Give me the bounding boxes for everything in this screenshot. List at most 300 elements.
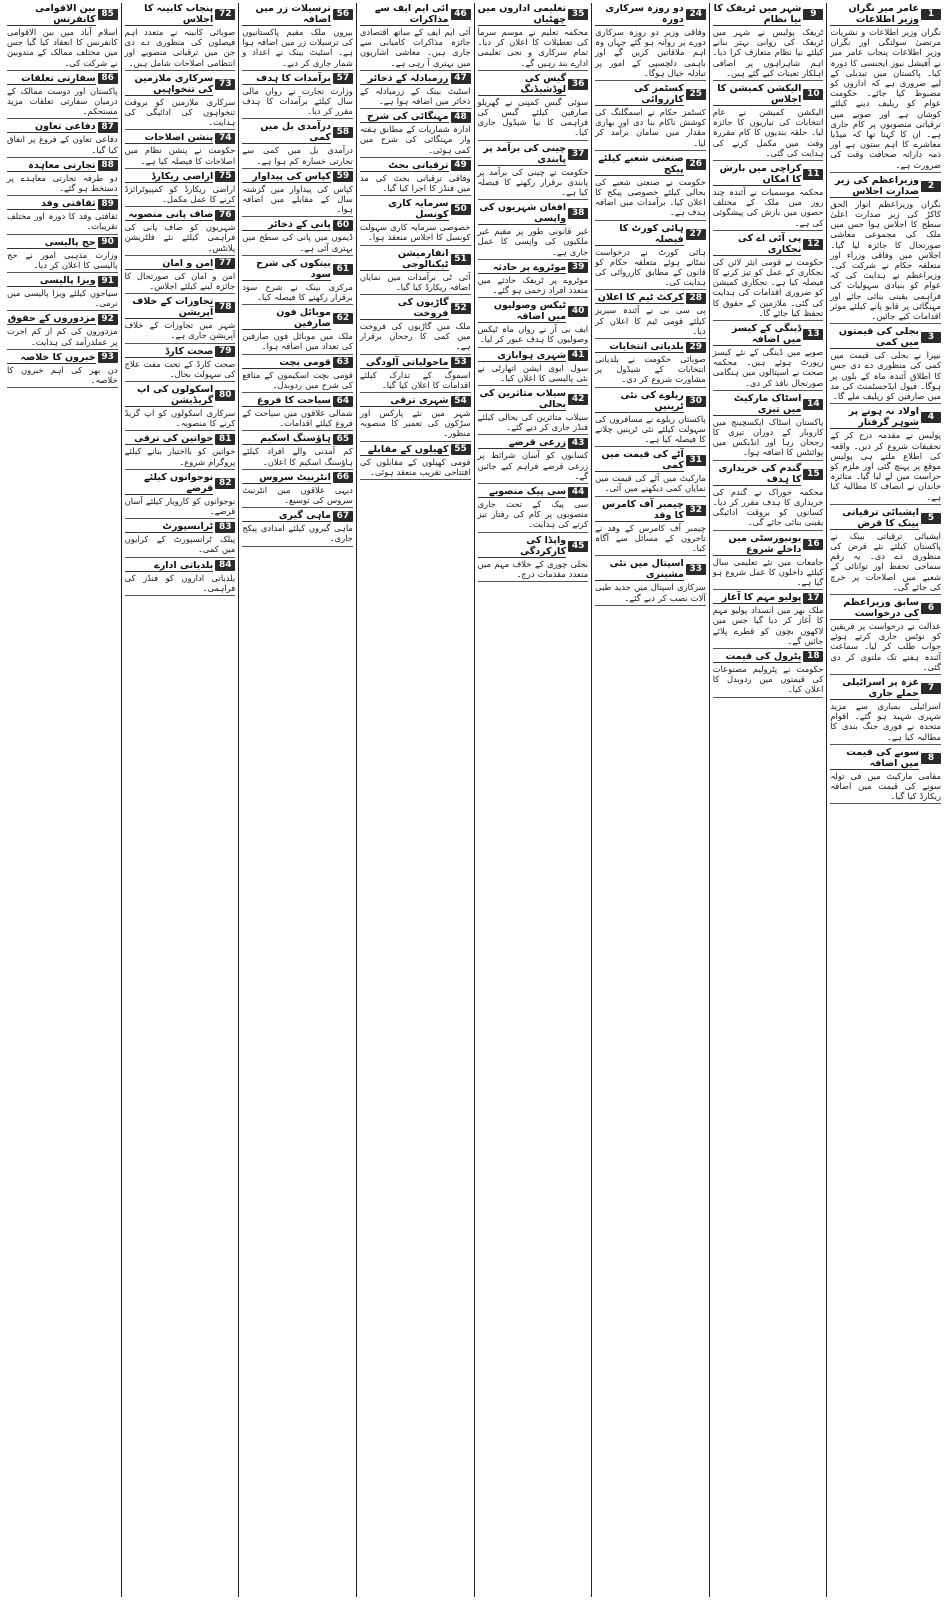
- divider: [713, 320, 824, 321]
- item-number-badge: 57: [333, 73, 353, 84]
- news-item-header: [125, 296, 236, 319]
- news-item-header: [125, 472, 236, 495]
- article-body: سیاحوں کیلئے ویزا پالیسی میں نرمی۔: [7, 288, 118, 309]
- headline: سفارتی تعلقات: [7, 73, 96, 85]
- divider: [595, 605, 706, 606]
- headline: انٹرنیٹ سروس: [242, 472, 331, 484]
- divider: [7, 310, 118, 311]
- item-number-badge: 75: [215, 171, 235, 182]
- news-item-header: [242, 171, 353, 183]
- headline: درآمدی بل میں کمی: [242, 121, 331, 144]
- news-item-header: [713, 533, 824, 556]
- news-item: [242, 395, 353, 428]
- article-body: حکومت نے چینی کی برآمد پر پابندی برقرار رکھنے کا فیصلہ کیا ہے۔: [477, 166, 589, 198]
- headline: خواتین کی ترقی: [125, 433, 214, 445]
- item-number-badge: 62: [333, 313, 353, 324]
- news-item: [713, 592, 824, 646]
- news-item-header: [125, 209, 236, 221]
- headline: نوجوانوں کیلئے قرضے: [125, 472, 214, 495]
- item-number-badge: 39: [568, 262, 588, 273]
- divider: [7, 387, 118, 388]
- headline: وزیراعظم کی زیر صدارت اجلاس: [830, 175, 919, 198]
- news-column-4: [474, 3, 592, 1597]
- headline: گندم کی خریداری کا ہدف: [713, 463, 802, 486]
- news-item-header: [360, 3, 471, 26]
- item-number-badge: 50: [451, 204, 471, 215]
- divider: [125, 293, 236, 294]
- news-item: [125, 73, 236, 128]
- headline: ترقیاتی بجٹ: [360, 160, 449, 172]
- article-body: ایف بی آر نے رواں ماہ ٹیکس وصولیوں کا ہدف عبور کر لیا۔: [477, 324, 589, 345]
- article-body: وفاقی ترقیاتی بجٹ کی مد میں فنڈز کا اجرا کیا گیا۔: [359, 172, 471, 194]
- news-item-header: [595, 390, 706, 413]
- item-number-badge: 18: [803, 651, 823, 662]
- item-number-badge: 16: [803, 539, 823, 550]
- divider: [595, 80, 706, 81]
- divider: [360, 441, 471, 442]
- item-number-badge: 38: [568, 208, 588, 219]
- article-body: صوبے میں ڈینگی کے نئے کیسز رپورٹ ہوئے ہیں۔ محکمہ صحت نے اسپتالوں میں ہنگامی صورتحال نافذ کر دی۔: [712, 347, 824, 388]
- headline: بلدیاتی انتخابات: [595, 341, 684, 353]
- item-number-badge: 78: [215, 302, 235, 313]
- divider: [713, 589, 824, 590]
- divider: [242, 168, 353, 169]
- headline: سونے کی قیمت میں اضافہ: [830, 747, 919, 770]
- headline: پانی کے ذخائر: [242, 219, 331, 231]
- news-item-header: [713, 3, 824, 26]
- headline: عامر میر نگران وزیر اطلاعات: [830, 3, 919, 26]
- news-item: [478, 388, 589, 432]
- news-item: [125, 560, 236, 593]
- news-item-header: [360, 198, 471, 221]
- item-number-badge: 30: [686, 396, 706, 407]
- article-body: سیلاب متاثرین کی بحالی کیلئے فنڈز جاری کر دیے گئے۔: [477, 412, 589, 433]
- article-body: نگران وزیر اطلاعات و نشریات مرتضیٰ سولنگی اور نگران وزیر اطلاعات پنجاب عامر میر نے آفیشل نیوز ایجنسی کا دورہ کیا۔ پاکستان میں تبدیلی کے لیے ضروری ہے کہ اداروں کو مضبوط کیا جائے۔ حکومت عوام کو ریلیف دینے کیلئے کوشاں ہے اور صوبے میں ترقیاتی منصوبوں پر کام جاری ہے۔ ان کا کہنا تھا کہ میڈیا معاشرے کا اہم ستون ہے اور ذمہ دارانہ صحافت وقت کی ضرورت ہے۔: [830, 27, 941, 170]
- news-item: [125, 258, 236, 291]
- item-number-badge: 1: [921, 9, 941, 20]
- item-number-badge: 60: [333, 220, 353, 231]
- news-item: [125, 132, 236, 165]
- news-item: [7, 160, 118, 193]
- divider: [478, 483, 589, 484]
- article-body: دو طرفہ تجارتی معاہدے پر دستخط ہو گئے۔: [7, 172, 118, 194]
- headline: حج پالیسی: [7, 237, 96, 249]
- article-body: آئی ایم ایف کے ساتھ اقتصادی جائزہ مذاکرات کامیابی سے جاری ہیں۔ معاشی اشاریوں میں بہتری آ رہی ہے۔: [359, 27, 471, 68]
- news-item: [595, 499, 706, 554]
- item-number-badge: 25: [686, 89, 706, 100]
- item-number-badge: 29: [686, 342, 706, 353]
- news-item: [242, 258, 353, 302]
- headline: موٹروے پر حادثہ: [478, 262, 567, 274]
- news-item: [713, 651, 824, 695]
- item-number-badge: 79: [215, 346, 235, 357]
- headline: مزدوروں کے حقوق: [7, 313, 96, 325]
- divider: [595, 446, 706, 447]
- article-body: بیرون ملک مقیم پاکستانیوں کی ترسیلات زر میں اضافہ ہوا ہے۔ اسٹیٹ بینک نے اعداد و شمار جاری کر دیے۔: [242, 27, 353, 68]
- article-body: مارکیٹ میں آٹے کی قیمت میں نمایاں کمی دیکھنے میں آئی۔: [595, 473, 706, 494]
- news-item-header: [125, 346, 236, 358]
- headline: بین الاقوامی کانفرنس: [7, 3, 96, 26]
- divider: [7, 118, 118, 119]
- headline: شہری ہوابازی: [478, 350, 567, 362]
- article-body: چیمبر آف کامرس کے وفد نے تاجروں کے مسائل سے آگاہ کیا۔: [595, 522, 706, 554]
- news-item-header: [830, 747, 941, 770]
- news-item-header: [242, 121, 353, 144]
- headline: اسپتال میں نئی مشینری: [595, 558, 684, 581]
- news-item: [125, 209, 236, 253]
- news-item-header: [478, 3, 589, 26]
- divider: [713, 390, 824, 391]
- headline: بینکوں کی شرح سود: [242, 258, 331, 281]
- divider: [595, 496, 706, 497]
- item-number-badge: 73: [215, 79, 235, 90]
- divider: [242, 216, 353, 217]
- item-number-badge: 84: [215, 560, 235, 571]
- item-number-badge: 36: [568, 79, 588, 90]
- news-column-5: [356, 3, 474, 1597]
- news-item-header: [242, 433, 353, 445]
- headline: کسٹمز کی کارروائی: [595, 83, 684, 106]
- article-body: سوئی گیس کمپنی نے گھریلو صارفین کیلئے گیس کی فراہمی کا نیا شیڈول جاری کیا۔: [477, 96, 589, 138]
- divider: [125, 518, 236, 519]
- item-number-badge: 82: [215, 478, 235, 489]
- news-item: [830, 175, 941, 321]
- news-item-header: [830, 175, 941, 198]
- article-body: وفاقی وزیر دو روزہ سرکاری دورے پر روانہ ہو گئے جہاں وہ اہم ملاقاتیں کریں گے اور باہمی دلچسپی کے امور پر تبادلہ خیال ہوگا۔: [595, 27, 706, 78]
- news-item: [242, 121, 353, 165]
- news-item: [242, 472, 353, 505]
- news-item-header: [830, 507, 941, 530]
- article-body: سول ایوی ایشن اتھارٹی نے نئی پالیسی کا اعلان کیا۔: [477, 362, 589, 383]
- news-item: [7, 352, 118, 385]
- divider: [242, 354, 353, 355]
- divider: [830, 674, 941, 675]
- article-body: کسٹمز حکام نے اسمگلنگ کی کوشش ناکام بنا دی اور بھاری مقدار میں سامان برآمد کر لیا۔: [595, 107, 706, 148]
- news-item-header: [478, 300, 589, 323]
- news-item: [478, 300, 589, 344]
- divider: [242, 70, 353, 71]
- divider: [713, 160, 824, 161]
- article-body: ٹریفک پولیس نے شہر میں ٹریفک کی روانی بہتر بنانے کیلئے نیا نظام متعارف کرا دیا۔ اہم شاہراہوں پر اضافی اہلکار تعینات کیے گئے ہیں۔: [712, 27, 824, 78]
- divider: [478, 70, 589, 71]
- article-body: کسانوں کو آسان شرائط پر زرعی قرضے فراہم کیے جائیں گے۔: [477, 450, 589, 481]
- news-item: [360, 160, 471, 193]
- divider: [360, 392, 471, 393]
- divider: [360, 157, 471, 158]
- headline: گیس کی لوڈشیڈنگ: [478, 73, 567, 96]
- news-item: [7, 73, 118, 117]
- news-item: [713, 3, 824, 78]
- headline: کرکٹ ٹیم کا اعلان: [595, 292, 684, 304]
- divider: [595, 289, 706, 290]
- article-body: ملک میں موبائل فون صارفین کی تعداد میں اضافہ ہوا۔: [242, 331, 353, 352]
- article-body: سرکاری اسکولوں کو اپ گریڈ کرنے کا منصوبہ۔: [124, 408, 236, 429]
- article-body: پاکستان اور دوست ممالک کے درمیان سفارتی تعلقات مزید مستحکم۔: [7, 85, 118, 117]
- divider: [242, 430, 353, 431]
- article-body: وزارت تجارت نے رواں مالی سال کیلئے برآمدات کا ہدف مقرر کر دیا۔: [242, 85, 353, 117]
- news-item-header: [478, 535, 589, 558]
- news-item-header: [713, 233, 824, 256]
- divider: [713, 697, 824, 698]
- news-item: [713, 533, 824, 588]
- news-item-header: [360, 395, 471, 407]
- item-number-badge: 67: [333, 511, 353, 522]
- article-body: قومی کھیلوں کے مقابلوں کی افتتاحی تقریب منعقد ہوئی۔: [359, 456, 471, 477]
- article-body: شمالی علاقوں میں سیاحت کے فروغ کیلئے اقدامات۔: [242, 408, 353, 429]
- news-item: [360, 198, 471, 242]
- news-item-header: [7, 3, 118, 26]
- article-body: نگران وزیراعظم انوار الحق کاکڑ کی زیر صدارت اعلیٰ سطح کا اجلاس ہوا جس میں ملک کی مجموعی معاشی صورتحال کا جائزہ لیا گیا۔ اجلاس میں وفاقی وزراء اور متعلقہ حکام نے شرکت کی۔ وزیراعظم نے ہدایت کی کہ عوام کو بنیادی سہولیات کی فراہمی یقینی بنائی جائے اور مہنگائی پر قابو پانے کیلئے موثر اقدامات کیے جائیں۔: [830, 198, 941, 322]
- divider: [830, 744, 941, 745]
- headline: ٹرانسپورٹ: [125, 521, 214, 533]
- headline: بلدیاتی ادارے: [125, 560, 214, 572]
- item-number-badge: 46: [451, 9, 471, 20]
- divider: [7, 157, 118, 158]
- divider: [478, 347, 589, 348]
- article-body: آئی ٹی برآمدات میں نمایاں اضافہ ریکارڈ کیا گیا۔: [359, 271, 471, 292]
- news-item: [830, 677, 941, 742]
- headline: سیاحت کا فروغ: [242, 395, 331, 407]
- news-item-header: [713, 83, 824, 106]
- item-number-badge: 11: [803, 169, 823, 180]
- news-item: [713, 163, 824, 228]
- news-item: [595, 341, 706, 385]
- item-number-badge: 6: [921, 603, 941, 614]
- news-item: [713, 463, 824, 528]
- divider: [125, 381, 236, 382]
- news-item: [595, 449, 706, 493]
- item-number-badge: 4: [921, 412, 941, 423]
- article-body: مزدوروں کی کم از کم اجرت پر عملدرآمد کی ہدایت۔: [7, 326, 118, 347]
- article-body: اراضی ریکارڈ کو کمپیوٹرائزڈ کرنے کا عمل مکمل۔: [124, 183, 236, 205]
- divider: [478, 199, 589, 200]
- article-body: حکومت نے صنعتی شعبے کی بحالی کیلئے خصوصی پیکج کا اعلان کیا۔ برآمدات میں اضافہ ہدف ہے۔: [595, 176, 706, 218]
- divider: [7, 272, 118, 273]
- news-item: [125, 171, 236, 204]
- news-item: [360, 111, 471, 155]
- item-number-badge: 64: [333, 396, 353, 407]
- news-item-header: [830, 3, 941, 26]
- news-item-header: [478, 388, 589, 411]
- news-item-header: [478, 262, 589, 274]
- divider: [360, 195, 471, 196]
- divider: [713, 460, 824, 461]
- item-number-badge: 13: [803, 329, 823, 340]
- article-body: خواتین کو بااختیار بنانے کیلئے پروگرام شروع۔: [124, 446, 236, 467]
- news-item-header: [7, 352, 118, 364]
- headline: شہری ترقی: [360, 395, 449, 407]
- news-item: [478, 437, 589, 481]
- divider: [7, 70, 118, 71]
- news-item-header: [125, 3, 236, 26]
- news-item-header: [125, 384, 236, 407]
- item-number-badge: 72: [215, 9, 235, 20]
- divider: [360, 479, 471, 480]
- divider: [478, 259, 589, 260]
- item-number-badge: 92: [98, 314, 118, 325]
- article-body: الیکشن کمیشن نے عام انتخابات کی تیاریوں کا جائزہ لیا۔ حلقہ بندیوں کا کام مقررہ وقت میں مکمل کرنے کی ہدایت کی گئی۔: [712, 107, 824, 158]
- news-item: [125, 346, 236, 379]
- item-number-badge: 37: [568, 149, 588, 160]
- news-item-header: [478, 73, 589, 96]
- article-body: حکومت نے قومی ایئر لائن کی نجکاری کے عمل کو تیز کرنے کا فیصلہ کیا ہے۔ نجکاری کمیشن کو ضروری اقدامات کی ہدایت کی گئی۔ ملازمین کے حقوق کا تحفظ کیا جائے گا۔: [712, 256, 824, 318]
- divider: [360, 70, 471, 71]
- news-item-header: [242, 472, 353, 484]
- item-number-badge: 55: [451, 444, 471, 455]
- item-number-badge: 15: [803, 469, 823, 480]
- headline: سابق وزیراعظم کی درخواست: [830, 597, 919, 620]
- news-item: [125, 433, 236, 466]
- news-item: [478, 73, 589, 138]
- news-item: [125, 521, 236, 554]
- divider: [478, 385, 589, 386]
- headline: پنجاب کابینہ کا اجلاس: [125, 3, 214, 26]
- news-item: [478, 202, 589, 257]
- item-number-badge: 10: [803, 89, 823, 100]
- news-item-header: [595, 3, 706, 26]
- item-number-badge: 41: [568, 350, 588, 361]
- article-body: بجلی چوری کے خلاف مہم میں متعدد مقدمات درج۔: [477, 558, 589, 579]
- news-item: [713, 83, 824, 158]
- item-number-badge: 91: [98, 276, 118, 287]
- article-body: اسرائیلی بمباری سے مزید شہری شہید ہو گئے۔ اقوام متحدہ نے فوری جنگ بندی کا مطالبہ کیا ہے۔: [830, 700, 941, 742]
- news-item-header: [478, 143, 589, 166]
- news-column-6: [238, 3, 356, 1597]
- article-body: کم آمدنی والے افراد کیلئے ہاؤسنگ اسکیم کا اعلان۔: [242, 446, 353, 467]
- news-item: [595, 3, 706, 78]
- news-item-header: [478, 486, 589, 498]
- article-body: دیہی علاقوں میں انٹرنیٹ سروس کی توسیع۔: [242, 484, 353, 506]
- headline: افغان شہریوں کی واپسی: [479, 202, 567, 225]
- headline: ویزا پالیسی: [7, 275, 96, 287]
- item-number-badge: 74: [215, 133, 235, 144]
- item-number-badge: 12: [803, 239, 823, 250]
- news-item: [7, 313, 118, 346]
- article-body: پاکستان اسٹاک ایکسچینج میں کاروبار کے دوران تیزی کا رجحان رہا اور انڈیکس میں پوائنٹس کا اضافہ ہوا۔: [712, 416, 824, 458]
- divider: [595, 150, 706, 151]
- article-body: شہر میں نئے پارکس اور سڑکوں کی تعمیر کا منصوبہ منظور۔: [359, 408, 471, 439]
- headline: تجارتی معاہدہ: [7, 160, 96, 172]
- headline: غزہ پر اسرائیلی حملے جاری: [830, 677, 919, 700]
- news-item-header: [595, 499, 706, 522]
- news-item-header: [125, 258, 236, 270]
- headline: قومی بچت: [242, 357, 331, 369]
- news-item: [360, 444, 471, 477]
- divider: [830, 403, 941, 404]
- headline: واپڈا کی کارکردگی: [478, 535, 567, 558]
- news-item-header: [7, 73, 118, 85]
- article-body: سی پیک کے تحت جاری منصوبوں پر کام کی رفتار تیز کرنے کی ہدایت۔: [477, 499, 589, 530]
- divider: [125, 557, 236, 558]
- divider: [125, 595, 236, 596]
- headline: پی آئی اے کی نجکاری: [713, 233, 802, 256]
- news-item-header: [830, 677, 941, 700]
- news-item: [125, 3, 236, 68]
- article-body: دفاعی تعاون کے فروغ پر اتفاق کیا گیا۔: [7, 134, 118, 155]
- divider: [125, 129, 236, 130]
- item-number-badge: 80: [215, 390, 235, 401]
- news-item: [242, 73, 353, 117]
- headline: مہنگائی کی شرح: [360, 111, 449, 123]
- article-body: ملک میں گاڑیوں کی فروخت میں کمی کا رجحان برقرار ہے۔: [359, 321, 471, 352]
- item-number-badge: 44: [568, 487, 588, 498]
- article-body: امن و امان کی صورتحال کا جائزہ لینے کیلئے اجلاس۔: [124, 270, 236, 292]
- article-body: پبلک ٹرانسپورٹ کے کرایوں میں کمی۔: [124, 534, 236, 555]
- news-item-header: [360, 111, 471, 123]
- news-item: [478, 262, 589, 295]
- news-item-header: [478, 350, 589, 362]
- news-item: [478, 143, 589, 198]
- item-number-badge: 26: [686, 159, 706, 170]
- item-number-badge: 17: [803, 593, 823, 604]
- news-item: [125, 472, 236, 516]
- news-item-header: [242, 219, 353, 231]
- article-body: نوجوانوں کو کاروبار کیلئے آسان قرضے۔: [124, 495, 236, 517]
- divider: [125, 343, 236, 344]
- headline: ٹیکس وصولیوں میں اضافہ: [478, 300, 567, 323]
- divider: [125, 430, 236, 431]
- article-body: پاکستان ریلوے نے مسافروں کی سہولت کیلئے نئی ٹرینیں چلانے کا فیصلہ کیا ہے۔: [595, 413, 706, 445]
- news-item: [242, 307, 353, 351]
- news-item-header: [7, 121, 118, 133]
- article-body: صحت کارڈ کے تحت مفت علاج کی سہولت بحال۔: [124, 358, 236, 379]
- news-item-header: [242, 3, 353, 26]
- news-item-header: [595, 558, 706, 581]
- divider: [830, 172, 941, 173]
- item-number-badge: 7: [921, 683, 941, 694]
- news-column-3: [591, 3, 709, 1597]
- divider: [595, 220, 706, 221]
- news-item: [7, 237, 118, 270]
- headline: سرمایہ کاری کونسل: [360, 198, 449, 221]
- divider: [125, 469, 236, 470]
- headline: ڈینگی کے کیسز میں اضافہ: [713, 323, 802, 346]
- article-body: ہائی کورٹ نے درخواست نمٹاتے ہوئے متعلقہ حکام کو قانون کے مطابق کارروائی کی ہدایت کی۔: [595, 246, 706, 288]
- news-item-header: [478, 202, 589, 225]
- item-number-badge: 85: [98, 9, 118, 20]
- news-item-header: [125, 73, 236, 96]
- headline: اولاد نہ ہونے پر شوہر گرفتار: [830, 406, 919, 429]
- news-item: [360, 73, 471, 106]
- article-body: حکومت نے پٹرولیم مصنوعات کی قیمتوں میں ردوبدل کا اعلان کیا۔: [712, 663, 824, 695]
- item-number-badge: 90: [98, 237, 118, 248]
- article-body: اسلام آباد میں بین الاقوامی کانفرنس کا انعقاد کیا گیا جس میں مختلف ممالک کے مندوبین نے شرکت کی۔: [7, 27, 118, 68]
- news-item-header: [595, 449, 706, 472]
- news-item: [125, 296, 236, 340]
- news-item-header: [360, 444, 471, 456]
- article-body: درآمدی بل میں کمی سے تجارتی خسارہ کم ہوا ہے۔: [242, 145, 353, 166]
- item-number-badge: 53: [451, 357, 471, 368]
- news-item-header: [478, 437, 589, 449]
- news-item-header: [595, 341, 706, 353]
- news-item-header: [713, 592, 824, 604]
- news-item: [830, 406, 941, 501]
- article-body: ملک بھر میں انسداد پولیو مہم کا آغاز کر دیا گیا جس میں لاکھوں بچوں کو قطرے پلائے جائیں گے۔: [712, 605, 824, 646]
- headline: ہاؤسنگ اسکیم: [242, 433, 331, 445]
- item-number-badge: 52: [451, 303, 471, 314]
- news-item-header: [7, 160, 118, 172]
- news-item: [595, 83, 706, 148]
- news-item: [360, 3, 471, 68]
- headline: موبائل فون صارفین: [242, 307, 331, 330]
- news-item: [595, 558, 706, 602]
- item-number-badge: 47: [451, 73, 471, 84]
- headline: سی پیک منصوبے: [478, 486, 567, 498]
- headline: ماحولیاتی آلودگی: [360, 357, 449, 369]
- news-item: [830, 597, 941, 672]
- headline: ہائی کورٹ کا فیصلہ: [595, 223, 684, 246]
- item-number-badge: 66: [333, 472, 353, 483]
